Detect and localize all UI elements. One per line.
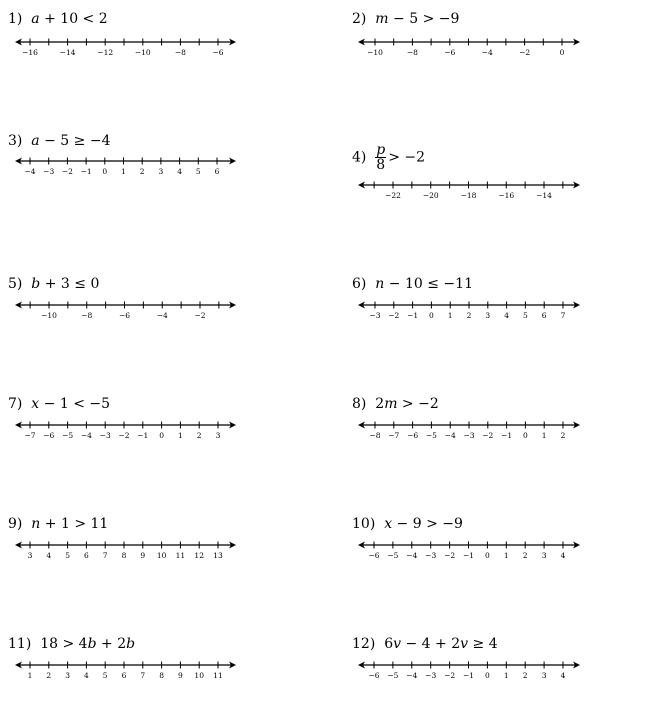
problem-1-label [8,11,108,27]
tick-label: −10 [41,311,57,320]
tick-label: 2 [196,431,202,440]
tick-label: 13 [213,551,223,560]
tick-label: −4 [444,431,456,440]
tick-label: 3 [65,671,70,680]
problem-number: 8) [352,396,376,412]
tick-label: −8 [81,311,93,320]
problem-number: 4) [352,149,376,166]
tick-label: 4 [504,311,509,320]
tick-label: −2 [444,671,456,680]
tick-label: −1 [501,431,513,440]
tick-label: −5 [62,431,74,440]
tick-label: 9 [178,671,183,680]
problem-12-label [352,636,498,652]
number-line-11 [15,662,236,681]
problem-4-label [352,143,425,172]
tick-label: 0 [523,431,528,440]
tick-label: 5 [65,551,70,560]
tick-label: 2 [522,551,528,560]
tick-label: −20 [422,191,439,200]
problem-number: 11) [8,636,41,652]
tick-label: −4 [80,431,92,440]
tick-label: −22 [385,191,401,200]
tick-label: −5 [425,431,437,440]
inequality-expression: n − 10 ≤ −11 [375,276,473,292]
tick-label: −6 [212,48,224,57]
inequality-expression: 18 > 4b + 2b [40,636,136,652]
tick-label: 0 [429,311,434,320]
tick-label: 1 [121,167,126,176]
inequality-expression: 6v − 4 + 2v ≥ 4 [384,636,498,652]
number-line-10 [358,542,580,561]
inequality-expression: a + 10 < 2 [31,11,108,27]
tick-label: 4 [177,167,182,176]
tick-label: 6 [541,311,547,320]
tick-label: −14 [59,48,76,57]
problem-number: 10) [352,516,385,532]
tick-label: 12 [194,551,204,560]
tick-label: −7 [388,431,400,440]
number-line-7 [15,422,236,441]
tick-label: 8 [121,551,127,560]
tick-label: 3 [215,431,221,440]
inequality-expression: x − 1 < −5 [31,396,111,412]
tick-label: −1 [462,551,475,560]
tick-label: −3 [425,671,437,680]
problem-6-label [352,276,473,292]
tick-label: −8 [369,431,381,440]
tick-label: 3 [541,671,547,680]
inequality-expression: b + 3 ≤ 0 [31,276,100,292]
tick-label: −14 [536,191,552,200]
tick-label: −16 [22,48,38,57]
tick-label: 4 [84,671,89,680]
tick-label: −1 [407,311,419,320]
tick-label: −18 [460,191,477,200]
number-line-9 [15,542,236,561]
tick-label: 4 [46,551,52,560]
tick-label: 0 [485,551,490,560]
tick-label: −2 [519,48,531,57]
number-line-12 [358,662,580,681]
tick-label: −4 [481,48,493,57]
tick-label: −2 [61,167,73,176]
problem-10-label [352,516,463,532]
fraction [375,143,386,172]
tick-label: −12 [97,48,114,57]
tick-label: 11 [213,671,223,680]
inequality-expression: m − 5 > −9 [375,11,460,27]
tick-label: 0 [102,167,108,176]
problem-number: 3) [8,133,32,149]
tick-label: 1 [503,671,509,680]
problem-number: 9) [8,516,32,532]
tick-label: 1 [541,431,547,440]
tick-label: −2 [388,311,400,320]
tick-label: −6 [444,48,456,57]
tick-label: 5 [195,167,201,176]
tick-label: 1 [27,671,33,680]
tick-label: −3 [99,431,111,440]
problem-5-label [8,276,99,292]
tick-label: 3 [541,551,547,560]
inequality-expression: n + 1 > 11 [31,516,109,532]
tick-label: −2 [118,431,130,440]
problem-number: 7) [8,396,32,412]
tick-label: 11 [175,551,186,560]
tick-label: −3 [463,431,475,440]
tick-label: 6 [214,167,220,176]
tick-label: 0 [559,48,565,57]
tick-label: −5 [387,671,399,680]
inequality-expression: > −2 [388,149,426,166]
tick-label: −2 [194,311,206,320]
tick-label: 4 [560,551,566,560]
tick-label: −6 [407,431,419,440]
problem-3-label [8,133,111,149]
number-line-2 [358,39,580,58]
tick-label: −4 [156,311,168,320]
tick-label: −1 [462,671,475,680]
inequality-expression: x − 9 > −9 [384,516,463,532]
tick-label: −6 [43,431,55,440]
tick-label: 3 [158,167,164,176]
tick-label: 2 [466,311,472,320]
problem-9-label [8,516,108,532]
tick-label: 6 [121,671,127,680]
tick-label: 10 [194,671,204,680]
tick-label: −10 [134,48,151,57]
inequality-expression: a − 5 ≥ −4 [31,133,111,149]
problem-number: 2) [352,11,376,27]
problem-number: 12) [352,636,385,652]
tick-label: 9 [140,551,146,560]
tick-label: 3 [485,311,491,320]
tick-label: 0 [159,431,164,440]
tick-label: −6 [118,311,131,320]
tick-label: −3 [369,311,381,320]
tick-label: 4 [560,671,566,680]
tick-label: −1 [80,167,92,176]
problem-2-label [352,11,459,27]
tick-label: 1 [447,311,453,320]
fraction-numerator: p [376,142,386,158]
number-line-1 [15,39,236,58]
tick-label: 3 [27,551,33,560]
tick-label: −1 [137,431,149,440]
tick-label: −4 [406,671,418,680]
tick-label: 1 [503,551,509,560]
tick-label: −3 [43,167,55,176]
tick-label: −2 [444,551,456,560]
tick-label: 5 [102,671,108,680]
tick-label: 1 [178,431,183,440]
inequality-expression: 2m > −2 [375,396,439,412]
problem-8-label [352,396,439,412]
tick-label: 8 [159,671,164,680]
number-line-8 [358,422,580,441]
problem-11-label [8,636,135,652]
tick-label: 2 [522,671,528,680]
problem-7-label [8,396,110,412]
number-line-5 [15,302,236,321]
fraction-denominator: 8 [376,157,386,173]
tick-label: 10 [156,551,167,560]
tick-label: 7 [102,551,108,560]
tick-label: 5 [523,311,528,320]
problem-number: 6) [352,276,376,292]
problem-number: 1) [8,11,32,27]
tick-label: −6 [368,671,380,680]
tick-label: −16 [498,191,515,200]
tick-label: −2 [482,431,494,440]
tick-label: −3 [425,551,437,560]
problem-number: 5) [8,276,32,292]
tick-label: −5 [387,551,399,560]
tick-label: −10 [367,48,383,57]
number-line-6 [358,302,580,321]
tick-label: −8 [406,48,418,57]
tick-label: 7 [140,671,146,680]
tick-label: −6 [368,551,380,560]
tick-label: 7 [560,311,566,320]
tick-label: −7 [24,431,36,440]
tick-label: 6 [84,551,89,560]
tick-label: 2 [139,167,145,176]
tick-label: 2 [560,431,566,440]
number-line-4 [358,182,580,201]
tick-label: 0 [485,671,490,680]
tick-label: −4 [24,167,36,176]
number-line-3 [15,158,236,177]
tick-label: −4 [406,551,418,560]
tick-label: −8 [174,48,186,57]
tick-label: 2 [46,671,52,680]
